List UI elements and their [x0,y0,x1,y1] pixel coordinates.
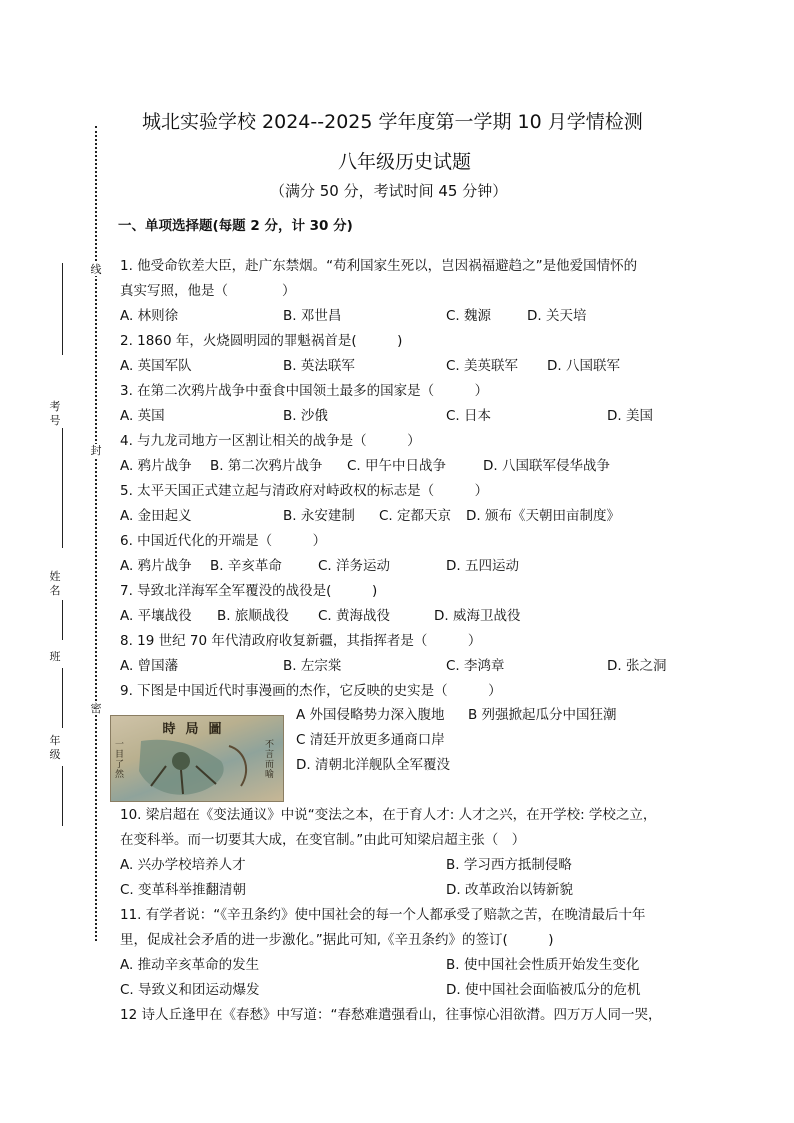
q10-option-b: B. 学习西方抵制侵略 [446,857,572,873]
q12-stem: 12 诗人丘逢甲在《春愁》中写道：“春愁难遣强看山，往事惊心泪欲潸。四万万人同一哭， [120,1007,662,1023]
q4-option-c: C. 甲午中日战争 [347,458,447,474]
q2-option-a: A. 英国军队 [120,358,192,374]
q11-stem-2: 里，促成社会矛盾的进一步激化。”据此可知,《辛丑条约》的签订( ) [120,932,554,948]
q7-option-d: D. 威海卫战役 [434,608,521,624]
q3-option-d: D. 美国 [607,408,653,424]
cartoon-left-caption: 一目了然 [115,740,125,780]
exam-title: 城北实验学校 2024--2025 学年度第一学期 10 月学情检测 [142,111,643,133]
seal-mi: 密 [90,702,102,715]
q1-option-c: C. 魏源 [446,308,492,324]
q1-option-a: A. 林则徐 [120,308,179,324]
q7-option-b: B. 旅顺战役 [217,608,289,624]
q4-option-b: B. 第二次鸦片战争 [210,458,323,474]
q2-option-c: C. 美英联军 [446,358,519,374]
q10-stem-1: 10. 梁启超在《变法通议》中说“变法之本，在于育人才: 人才之兴，在开学校: 学校之立， [120,807,657,823]
side-line-3 [62,600,63,640]
q10-option-c: C. 变革科举推翻清朝 [120,882,247,898]
q4-stem: 4. 与九龙司地方一区割让相关的战争是（ ） [120,433,421,449]
q2-option-b: B. 英法联军 [283,358,355,374]
q4-option-a: A. 鸦片战争 [120,458,192,474]
label-nianji: 年级 [49,734,61,761]
q1-option-d: D. 关天培 [527,308,587,324]
q5-stem: 5. 太平天国正式建立起与清政府对峙政权的标志是（ ） [120,483,489,499]
side-line-5 [62,766,63,826]
q2-stem: 2. 1860 年，火烧圆明园的罪魁祸首是( ) [120,333,403,349]
q11-option-a: A. 推动辛亥革命的发生 [120,957,260,973]
q11-option-c: C. 导致义和团运动爆发 [120,982,260,998]
side-line-4 [62,668,63,728]
q9-stem: 9. 下图是中国近代时事漫画的杰作，它反映的史实是（ ） [120,683,502,699]
cartoon-illustration [111,716,283,801]
q5-option-a: A. 金田起义 [120,508,192,524]
q3-option-a: A. 英国 [120,408,165,424]
q5-option-c: C. 定都天京 [379,508,452,524]
q7-stem: 7. 导致北洋海军全军覆没的战役是( ) [120,583,378,599]
seal-feng: 封 [90,444,102,457]
q11-option-d: D. 使中国社会面临被瓜分的危机 [446,982,641,998]
exam-note: （满分 50 分，考试时间 45 分钟） [270,182,508,200]
q7-option-a: A. 平壤战役 [120,608,192,624]
q11-stem-1: 11. 有学者说：“《辛丑条约》使中国社会的每一个人都承受了赔款之苦，在晚清最后十年 [120,907,646,923]
q3-option-c: C. 日本 [446,408,492,424]
q5-option-b: B. 永安建制 [283,508,355,524]
q9-option-c: C 清廷开放更多通商口岸 [296,732,445,748]
section-heading: 一、单项选择题(每题 2 分，计 30 分) [118,218,353,234]
q8-option-c: C. 李鸿章 [446,658,505,674]
seal-xian: 线 [90,263,102,276]
q6-option-a: A. 鸦片战争 [120,558,192,574]
q5-option-d: D. 颁布《天朝田亩制度》 [466,508,620,524]
q2-option-d: D. 八国联军 [547,358,620,374]
side-line-1 [62,263,63,355]
q6-option-b: B. 辛亥革命 [210,558,282,574]
q10-option-a: A. 兴办学校培养人才 [120,857,246,873]
q10-option-d: D. 改革政治以铸新貌 [446,882,573,898]
q8-stem: 8. 19 世纪 70 年代清政府收复新疆，其指挥者是（ ） [120,633,482,649]
q1-stem-1: 1. 他受命钦差大臣，赴广东禁烟。“苟利国家生死以，岂因祸福避趋之”是他爱国情怀的 [120,258,638,274]
shiju-tu-cartoon [110,715,284,802]
q9-option-b: B 列强掀起瓜分中国狂潮 [468,707,617,723]
label-kaohao: 考号 [49,400,61,427]
q4-option-d: D. 八国联军侵华战争 [483,458,610,474]
q1-stem-2: 真实写照，他是（ ） [120,283,296,299]
q11-option-b: B. 使中国社会性质开始发生变化 [446,957,640,973]
q7-option-c: C. 黄海战役 [318,608,391,624]
cartoon-caption: 不言而喻 [265,740,275,780]
q3-stem: 3. 在第二次鸦片战争中蚕食中国领土最多的国家是（ ） [120,383,489,399]
label-xingming: 姓名 [49,570,61,597]
label-ban: 班 [49,650,61,663]
q8-option-a: A. 曾国藩 [120,658,179,674]
q8-option-d: D. 张之洞 [607,658,667,674]
q9-option-d: D. 清朝北洋舰队全军覆没 [296,757,450,773]
q8-option-b: B. 左宗棠 [283,658,342,674]
exam-subtitle: 八年级历史试题 [338,151,472,173]
q6-option-c: C. 洋务运动 [318,558,391,574]
cartoon-title: 時局圖 [162,722,232,737]
q9-option-a: A 外国侵略势力深入腹地 [296,707,445,723]
q6-option-d: D. 五四运动 [446,558,519,574]
q10-stem-2: 在变科举。而一切要其大成，在变官制。”由此可知梁启超主张（ ） [120,832,526,848]
binding-dotted-line [95,126,97,941]
q6-stem: 6. 中国近代化的开端是（ ） [120,533,327,549]
q1-option-b: B. 邓世昌 [283,308,342,324]
side-line-2 [62,428,63,548]
q3-option-b: B. 沙俄 [283,408,328,424]
